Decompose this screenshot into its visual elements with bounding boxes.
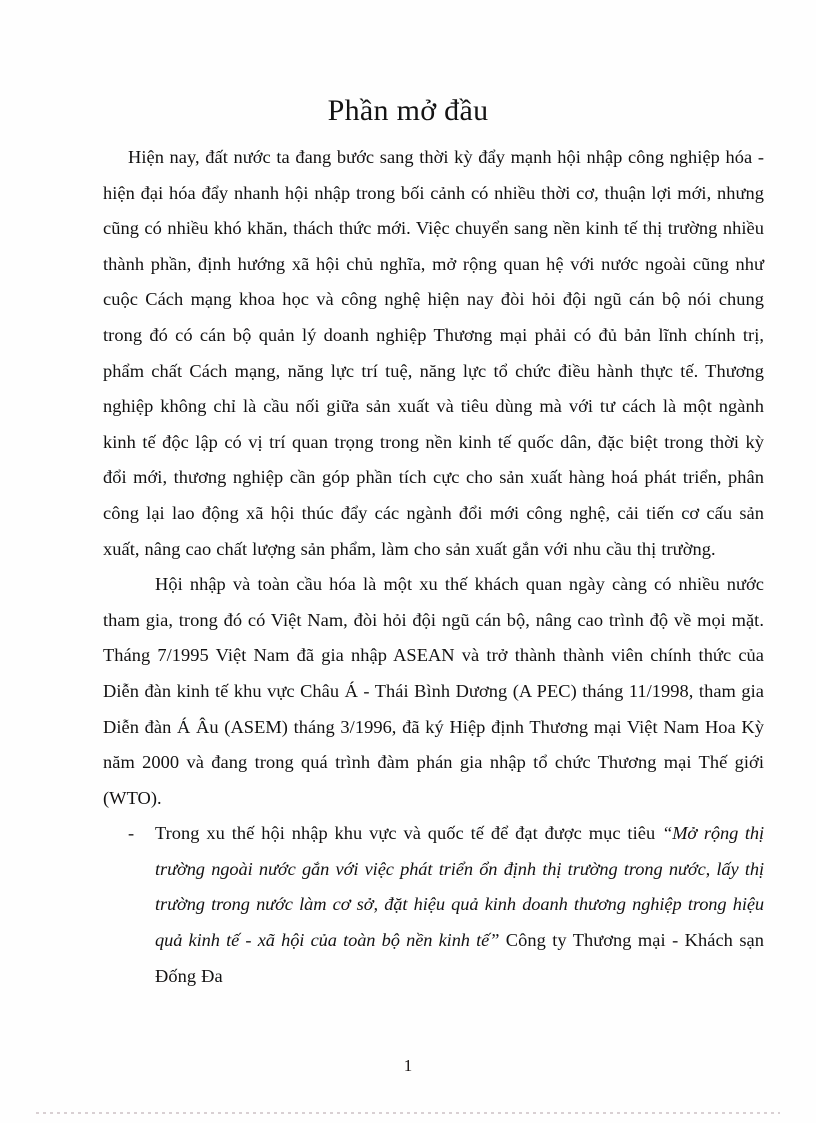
intro-paragraph: Hiện nay, đất nước ta đang bước sang thời kỳ đẩy mạnh hội nhập công nghiệp hóa - hiện đại hóa đẩy nhanh hội nhập trong bối cảnh có nhiều thời cơ, thuận lợi mới, nhưng cũng có nhiều khó khăn, thách thức mới. Việc chuyển sang nền kinh tế thị trường nhiều thành phần, định hướng xã hội chủ nghĩa, mở rộng quan hệ với nước ngoài cũng như cuộc Cách mạng khoa học và công nghệ hiện nay đòi hỏi đội ngũ cán bộ nói chung trong đó có cán bộ quản lý doanh nghiệp Thương mại phải có đủ bản lĩnh chính trị, phẩm chất Cách mạng, năng lực trí tuệ, năng lực tổ chức điều hành thực tế. Thương nghiệp không chỉ là cầu nối giữa sản xuất và tiêu dùng mà với tư cách là một ngành kinh tế độc lập có vị trí quan trọng trong nền kinh tế quốc dân, đặc biệt trong thời kỳ đổi mới, thương nghiệp cần góp phần tích cực cho sản xuất hàng hoá phát triển, phân công lại lao động xã hội thúc đẩy các ngành đổi mới công nghệ, cải tiến cơ cấu sản xuất, nâng cao chất lượng sản phẩm, làm cho sản xuất gắn với nhu cầu thị trường.: [103, 147, 764, 559]
dash-bullet-marker: -: [128, 823, 135, 844]
page-number: 1: [403, 1056, 413, 1075]
objective-lead-text: Trong xu thế hội nhập khu vực và quốc tế để đạt được mục tiêu: [155, 823, 663, 844]
integration-paragraph: Hội nhập và toàn cầu hóa là một xu thế khách quan ngày càng có nhiều nước tham gia, trong đó có Việt Nam, đòi hỏi đội ngũ cán bộ, nâng cao trình độ về mọi mặt. Tháng 7/1995 Việt Nam đã gia nhập ASEAN và trở thành thành viên chính thức của Diễn đàn kinh tế khu vực Châu Á - Thái Bình Dương (A PEC) tháng 11/1998, tham gia Diễn đàn Á Âu (ASEM) tháng 3/1996, đã ký Hiệp định Thương mại Việt Nam Hoa Kỳ năm 2000 và đang trong quá trình đàm phán gia nhập tổ chức Thương mại Thế giới (WTO).: [103, 574, 764, 808]
document-body: [103, 140, 764, 994]
scan-edge-artifact: [36, 1112, 780, 1114]
objective-quote-text: “Mở rộng thị trường ngoài nước gắn với việc phát triển ổn định thị trường trong nước, lấy thị trường trong nước làm cơ sở, đặt hiệu quả kinh doanh thương nghiệp trong hiệu quả kinh tế - xã hội của toàn bộ nền kinh tế”: [155, 823, 765, 951]
objective-trailing-text: Công ty Thương mại - Khách sạn Đống Đa: [155, 930, 764, 986]
objective-paragraph: [103, 816, 764, 994]
page-title: Phần mở đầu: [327, 94, 489, 128]
